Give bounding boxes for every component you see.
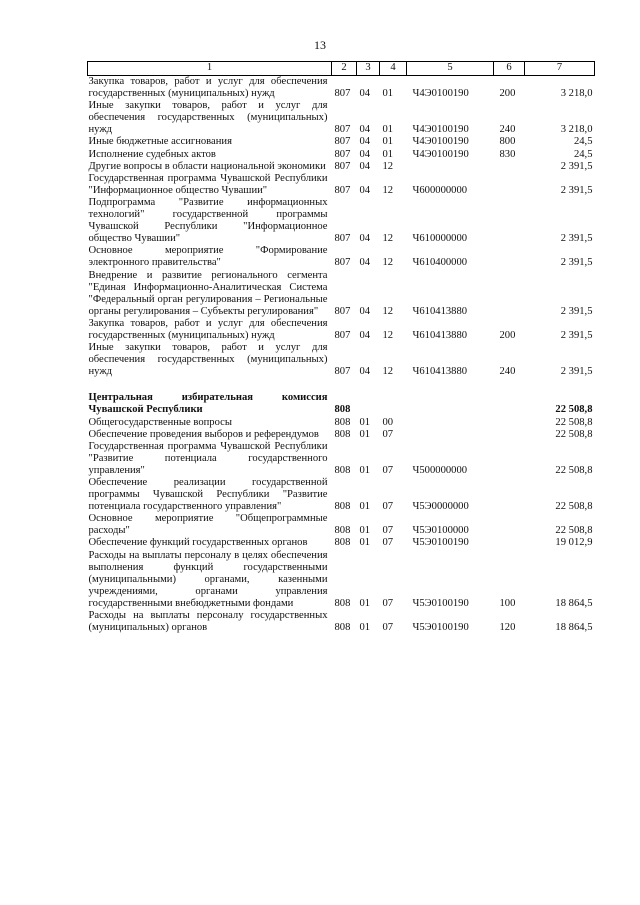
ministry-code: 808 <box>334 622 351 634</box>
subsection-code: 12 <box>382 233 394 245</box>
row-description: Исполнение судебных актов <box>88 148 216 160</box>
amount: 2 391,5 <box>560 305 593 317</box>
row-description: Подпрограмма "Развитие информационных технологий" государственной программы Чувашской Республики "Информационное общество Чувашии" <box>88 196 328 245</box>
target-article-code: Ч500000000 <box>412 464 468 476</box>
expense-type-code <box>494 270 525 318</box>
row-description: Расходы на выплаты персоналу государственных (муниципальных) органов <box>88 610 328 634</box>
row-description: Расходы на выплаты персоналу в целях обеспечения выполнения функций государственными (муниципальными) органами, казенными учреждениями, органами управления государственными внебюджетными фондами <box>88 549 328 609</box>
amount: 3 218,0 <box>560 124 593 136</box>
subsection-code: 07 <box>382 622 394 634</box>
table-row <box>88 270 595 318</box>
row-description: Центральная избирательная комиссия Чувашской Республики <box>88 392 328 416</box>
subsection-code: 07 <box>382 464 394 476</box>
expense-type-code: 200 <box>499 329 516 341</box>
target-article-code: Ч4Э0100190 <box>412 124 469 136</box>
page-number: 13 <box>314 38 326 52</box>
row-description: Обеспечение реализации государственной программы Чувашской Республики "Развитие потенциала государственного управления" <box>88 477 328 513</box>
amount: 22 508,8 <box>555 525 593 537</box>
ministry-code: 807 <box>334 329 351 341</box>
subsection-code: 12 <box>382 329 394 341</box>
amount: 2 391,5 <box>560 160 593 172</box>
table-row <box>88 173 595 197</box>
spacer-cell <box>88 378 595 392</box>
section-code: 04 <box>359 366 371 378</box>
column-header: 5 <box>407 62 494 76</box>
column-header: 7 <box>525 62 595 76</box>
expense-type-code: 240 <box>499 124 516 136</box>
target-article-code: Ч5Э0100190 <box>412 622 469 634</box>
target-article-code <box>407 392 494 416</box>
section-code: 04 <box>359 184 371 196</box>
expense-type-code: 100 <box>499 597 516 609</box>
amount: 22 508,8 <box>555 428 593 440</box>
expense-type-code <box>494 197 525 245</box>
expense-type-code <box>494 477 525 513</box>
subsection-code: 07 <box>382 501 394 513</box>
ministry-code: 807 <box>334 233 351 245</box>
table-row <box>88 537 595 549</box>
ministry-code: 807 <box>334 136 351 148</box>
expense-type-code <box>494 429 525 441</box>
column-header: 1 <box>88 62 332 76</box>
expense-type-code <box>494 392 525 416</box>
amount: 18 864,5 <box>555 622 593 634</box>
expense-type-code <box>494 417 525 429</box>
expense-type-code: 200 <box>499 88 516 100</box>
row-description: Обеспечение функций государственных органов <box>88 537 308 549</box>
ministry-code: 807 <box>334 148 351 160</box>
ministry-code: 808 <box>334 525 351 537</box>
table-row <box>88 149 595 161</box>
expense-type-code <box>494 245 525 269</box>
section-code: 04 <box>359 160 371 172</box>
table-row <box>88 197 595 245</box>
row-description: Основное мероприятие "Формирование электронного правительства" <box>88 245 328 269</box>
expense-type-code: 120 <box>499 622 516 634</box>
subsection-code: 12 <box>382 184 394 196</box>
spacer-row <box>88 378 595 392</box>
amount: 2 391,5 <box>560 184 593 196</box>
target-article-code: Ч4Э0100190 <box>412 136 469 148</box>
table-body <box>88 76 595 635</box>
section-code: 01 <box>359 525 371 537</box>
section-code: 04 <box>359 136 371 148</box>
section-code: 01 <box>359 428 371 440</box>
subsection-code: 01 <box>382 136 394 148</box>
column-header: 6 <box>494 62 525 76</box>
expense-type-code <box>494 537 525 549</box>
amount: 22 508,8 <box>555 464 593 476</box>
target-article-code: Ч600000000 <box>412 184 468 196</box>
target-article-code: Ч4Э0100190 <box>412 88 469 100</box>
ministry-code: 808 <box>334 537 351 549</box>
ministry-code: 807 <box>334 124 351 136</box>
subsection-code: 12 <box>382 366 394 378</box>
ministry-code: 807 <box>334 257 351 269</box>
table-row <box>88 76 595 101</box>
table-row <box>88 342 595 378</box>
amount: 2 391,5 <box>560 257 593 269</box>
ministry-code: 808 <box>334 464 351 476</box>
ministry-code: 807 <box>334 366 351 378</box>
section-code: 04 <box>359 233 371 245</box>
section-code: 01 <box>359 464 371 476</box>
target-article-code: Ч610413880 <box>412 329 468 341</box>
section-code: 01 <box>359 501 371 513</box>
row-description: Закупка товаров, работ и услуг для обеспечения государственных (муниципальных) нужд <box>88 76 328 100</box>
amount: 22 508,8 <box>555 416 593 428</box>
target-article-code: Ч5Э0000000 <box>412 501 469 513</box>
target-article-code <box>407 161 494 173</box>
ministry-code: 807 <box>334 160 351 172</box>
subsection-code <box>380 392 407 416</box>
subsection-code: 07 <box>382 597 394 609</box>
row-description: Иные закупки товаров, работ и услуг для обеспечения государственных (муниципальных) нужд <box>88 100 328 136</box>
target-article-code: Ч610000000 <box>412 233 468 245</box>
subsection-code: 01 <box>382 124 394 136</box>
target-article-code: Ч610413880 <box>412 305 468 317</box>
target-article-code <box>407 429 494 441</box>
amount: 19 012,9 <box>555 537 593 549</box>
row-description: Иные закупки товаров, работ и услуг для обеспечения государственных (муниципальных) нужд <box>88 342 328 378</box>
budget-table <box>87 61 595 634</box>
subsection-code: 01 <box>382 148 394 160</box>
target-article-code: Ч5Э0100190 <box>412 597 469 609</box>
row-description: Другие вопросы в области национальной экономики <box>88 160 326 172</box>
section-code <box>357 392 380 416</box>
ministry-code: 808 <box>334 597 351 609</box>
expense-type-code <box>494 161 525 173</box>
subsection-code: 12 <box>382 160 394 172</box>
target-article-code: Ч5Э0100190 <box>412 537 469 549</box>
table-row <box>88 429 595 441</box>
expense-type-code: 830 <box>499 148 516 160</box>
row-description: Внедрение и развитие регионального сегмента "Единая Информационно-Аналитическая Система "Федеральный орган регулирования – Региональные органы регулирования – Субъекты регулирования" <box>88 269 328 317</box>
row-description: Общегосударственные вопросы <box>88 416 232 428</box>
expense-type-code <box>494 173 525 197</box>
amount: 24,5 <box>573 136 593 148</box>
row-description: Государственная программа Чувашской Республики "Развитие потенциала государственного управления" <box>88 440 328 476</box>
expense-type-code <box>494 441 525 477</box>
column-header: 3 <box>357 62 380 76</box>
table-row <box>88 318 595 342</box>
subsection-code: 07 <box>382 525 394 537</box>
target-article-code: Ч5Э0100000 <box>412 525 469 537</box>
row-description: Государственная программа Чувашской Республики "Информационное общество Чувашии" <box>88 172 328 196</box>
table-row <box>88 550 595 610</box>
amount: 3 218,0 <box>560 88 593 100</box>
amount: 2 391,5 <box>560 366 593 378</box>
expense-type-code: 240 <box>499 366 516 378</box>
column-header: 4 <box>380 62 407 76</box>
subsection-code: 07 <box>382 428 394 440</box>
ministry-code: 808 <box>334 416 351 428</box>
section-code: 01 <box>359 622 371 634</box>
target-article-code: Ч4Э0100190 <box>412 148 469 160</box>
table-row <box>88 477 595 513</box>
table-row <box>88 441 595 477</box>
section-code: 01 <box>359 597 371 609</box>
expense-type-code <box>494 513 525 537</box>
header-row <box>88 62 595 76</box>
amount: 22 508,8 <box>555 404 593 416</box>
table-row <box>88 610 595 634</box>
amount: 2 391,5 <box>560 329 593 341</box>
section-code: 04 <box>359 329 371 341</box>
ministry-code: 808 <box>334 404 351 416</box>
table-row <box>88 392 595 416</box>
table-row <box>88 245 595 269</box>
section-code: 04 <box>359 124 371 136</box>
row-description: Закупка товаров, работ и услуг для обеспечения государственных (муниципальных) нужд <box>88 317 328 341</box>
table-row <box>88 417 595 429</box>
section-code: 04 <box>359 257 371 269</box>
ministry-code: 808 <box>334 428 351 440</box>
subsection-code: 07 <box>382 537 394 549</box>
section-code: 01 <box>359 537 371 549</box>
section-code: 04 <box>359 148 371 160</box>
subsection-code: 12 <box>382 257 394 269</box>
amount: 2 391,5 <box>560 233 593 245</box>
row-description: Обеспечение проведения выборов и референдумов <box>88 428 319 440</box>
target-article-code: Ч610413880 <box>412 366 468 378</box>
table-row <box>88 100 595 136</box>
row-description: Основное мероприятие "Общепрограммные расходы" <box>88 513 328 537</box>
row-description: Иные бюджетные ассигнования <box>88 136 232 148</box>
amount: 22 508,8 <box>555 501 593 513</box>
section-code: 04 <box>359 305 371 317</box>
ministry-code: 807 <box>334 88 351 100</box>
amount: 24,5 <box>573 148 593 160</box>
column-header: 2 <box>332 62 357 76</box>
table-row <box>88 513 595 537</box>
target-article-code <box>407 417 494 429</box>
subsection-code: 01 <box>382 88 394 100</box>
target-article-code: Ч610400000 <box>412 257 468 269</box>
ministry-code: 807 <box>334 305 351 317</box>
table-row <box>88 161 595 173</box>
ministry-code: 807 <box>334 184 351 196</box>
amount: 18 864,5 <box>555 597 593 609</box>
subsection-code: 00 <box>382 416 394 428</box>
subsection-code: 12 <box>382 305 394 317</box>
section-code: 04 <box>359 88 371 100</box>
section-code: 01 <box>359 416 371 428</box>
expense-type-code: 800 <box>499 136 516 148</box>
table-row <box>88 136 595 148</box>
table-header <box>88 62 595 76</box>
ministry-code: 808 <box>334 501 351 513</box>
